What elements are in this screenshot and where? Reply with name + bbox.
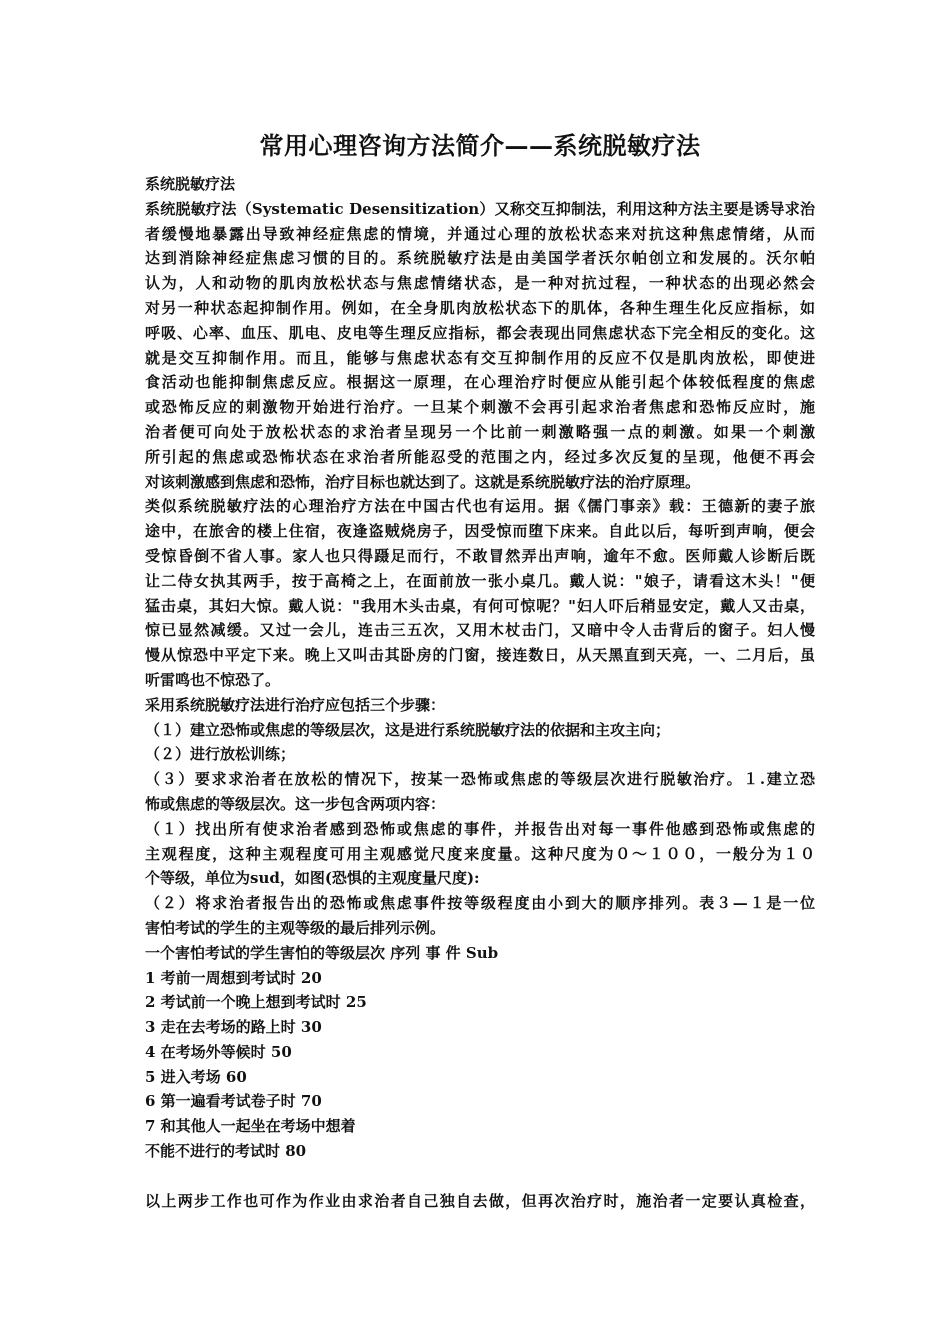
- document-line: 听雷鸣也不惊恐了。: [145, 670, 281, 689]
- document-line: 呼吸、心率、血压、肌电、皮电等生理反应指标，都会表现出同焦虑状态下完全相反的变化。这: [145, 323, 815, 342]
- document-line: 让二侍女执其两手，按于高椅之上，在面前放一张小桌几。戴人说："娘子，请看这木头！"便: [145, 571, 815, 590]
- document-line: 食活动也能抑制焦虑反应。根据这一原理，在心理治疗时便应从能引起个体较低程度的焦虑: [145, 373, 815, 392]
- document-line: 3 走在去考场的路上时 30: [145, 1018, 322, 1037]
- document-line: 途中，在旅舍的楼上住宿，夜逢盗贼烧房子，因受惊而堕下床来。自此以后，每听到声响，便会: [145, 522, 815, 541]
- document-line: 5 进入考场 60: [145, 1067, 247, 1086]
- document-line: （２）进行放松训练；: [145, 745, 296, 764]
- document-line: 猛击桌，其妇大惊。戴人说："我用木头击桌，有何可惊呢？"妇人吓后稍显安定，戴人又击桌，: [145, 596, 815, 615]
- document-line: 不能不进行的考试时 80: [145, 1142, 307, 1161]
- blank-line: [145, 1164, 815, 1189]
- document-line: 受惊昏倒不省人事。家人也只得蹑足而行，不敢冒然弄出声响，逾年不愈。医师戴人诊断后既: [145, 546, 815, 565]
- document-line: 对该刺激感到焦虑和恐怖，治疗目标也就达到了。这就是系统脱敏疗法的治疗原理。: [145, 472, 701, 491]
- document-line: 达到消除神经症焦虑习惯的目的。系统脱敏疗法是由美国学者沃尔帕创立和发展的。沃尔帕: [145, 249, 815, 268]
- document-line: （１）找出所有使求治者感到恐怖或焦虑的事件，并报告出对每一事件他感到恐怖或焦虑的: [145, 819, 815, 838]
- document-line: 认为，人和动物的肌肉放松状态与焦虑情绪状态，是一种对抗过程，一种状态的出现必然会: [145, 274, 815, 293]
- document-line: 治者便可向处于放松状态的求治者呈现另一个比前一刺激略强一点的刺激。如果一个刺激: [145, 422, 815, 441]
- document-line: 主观程度，这种主观程度可用主观感觉尺度来度量。这种尺度为０～１００，一般分为１０: [145, 844, 815, 863]
- document-title: 常用心理咨询方法简介——系统脱敏疗法: [259, 131, 701, 160]
- document-line: 所引起的焦虑或恐怖状态在求治者所能忍受的范围之内，经过多次反复的呈现，他便不再会: [145, 447, 815, 466]
- document-line: 类似系统脱敏疗法的心理治疗方法在中国古代也有运用。据《儒门事亲》载：王德新的妻子旅: [145, 497, 815, 516]
- document-line: 以上两步工作也可作为作业由求治者自己独自去做，但再次治疗时，施治者一定要认真检查，: [145, 1191, 815, 1210]
- document-line: 一个害怕考试的学生害怕的等级层次 序列 事 件 Sub: [145, 943, 499, 962]
- document-line: 惊已显然减缓。又过一会儿，连击三五次，又用木杖击门，又暗中令人击背后的窗子。妇人慢: [145, 621, 815, 640]
- document-body: [145, 172, 815, 1213]
- document-line: 慢从惊恐中平定下来。晚上又叫击其卧房的门窗，接连数日，从天黑直到天亮，一、二月后，虽: [145, 646, 815, 665]
- document-page: [145, 128, 815, 1213]
- document-line: 或恐怖反应的刺激物开始进行治疗。一旦某个刺激不会再引起求治者焦虑和恐怖反应时，施: [145, 398, 815, 417]
- document-line: 系统脱敏疗法（Systematic Desensitization）又称交互抑制法，利用这种方法主要是诱导求治: [145, 199, 815, 218]
- document-line: （１）建立恐怖或焦虑的等级层次，这是进行系统脱敏疗法的依据和主攻主向；: [145, 720, 671, 739]
- document-line: 6 第一遍看考试卷子时 70: [145, 1092, 322, 1111]
- document-line: 7 和其他人一起坐在考场中想着: [145, 1117, 356, 1136]
- document-line: 2 考试前一个晚上想到考试时 25: [145, 993, 367, 1012]
- document-line: （３）要求求治者在放松的情况下，按某一恐怖或焦虑的等级层次进行脱敏治疗。１.建立恐: [145, 770, 815, 789]
- document-line: （２）将求治者报告出的恐怖或焦虑事件按等级程度由小到大的顺序排列。表３—１是一位: [145, 894, 815, 913]
- document-line: 者缓慢地暴露出导致神经症焦虑的情境，并通过心理的放松状态来对抗这种焦虑情绪，从而: [145, 224, 815, 243]
- document-line: 采用系统脱敏疗法进行治疗应包括三个步骤：: [145, 695, 446, 714]
- document-line: 1 考前一周想到考试时 20: [145, 968, 322, 987]
- document-line: 害怕考试的学生的主观等级的最后排列示例。: [145, 918, 446, 937]
- document-line: 个等级，单位为sud，如图(恐惧的主观度量尺度):: [145, 869, 480, 888]
- document-line: 就是交互抑制作用。而且，能够与焦虑状态有交互抑制作用的反应不仅是肌肉放松，即使进: [145, 348, 815, 367]
- document-line: 4 在考场外等候时 50: [145, 1042, 292, 1061]
- document-line: 对另一种状态起抑制作用。例如，在全身肌肉放松状态下的肌体，各种生理生化反应指标，如: [145, 298, 815, 317]
- document-line: 系统脱敏疗法: [145, 175, 236, 193]
- document-line: 怖或焦虑的等级层次。这一步包含两项内容：: [145, 794, 446, 813]
